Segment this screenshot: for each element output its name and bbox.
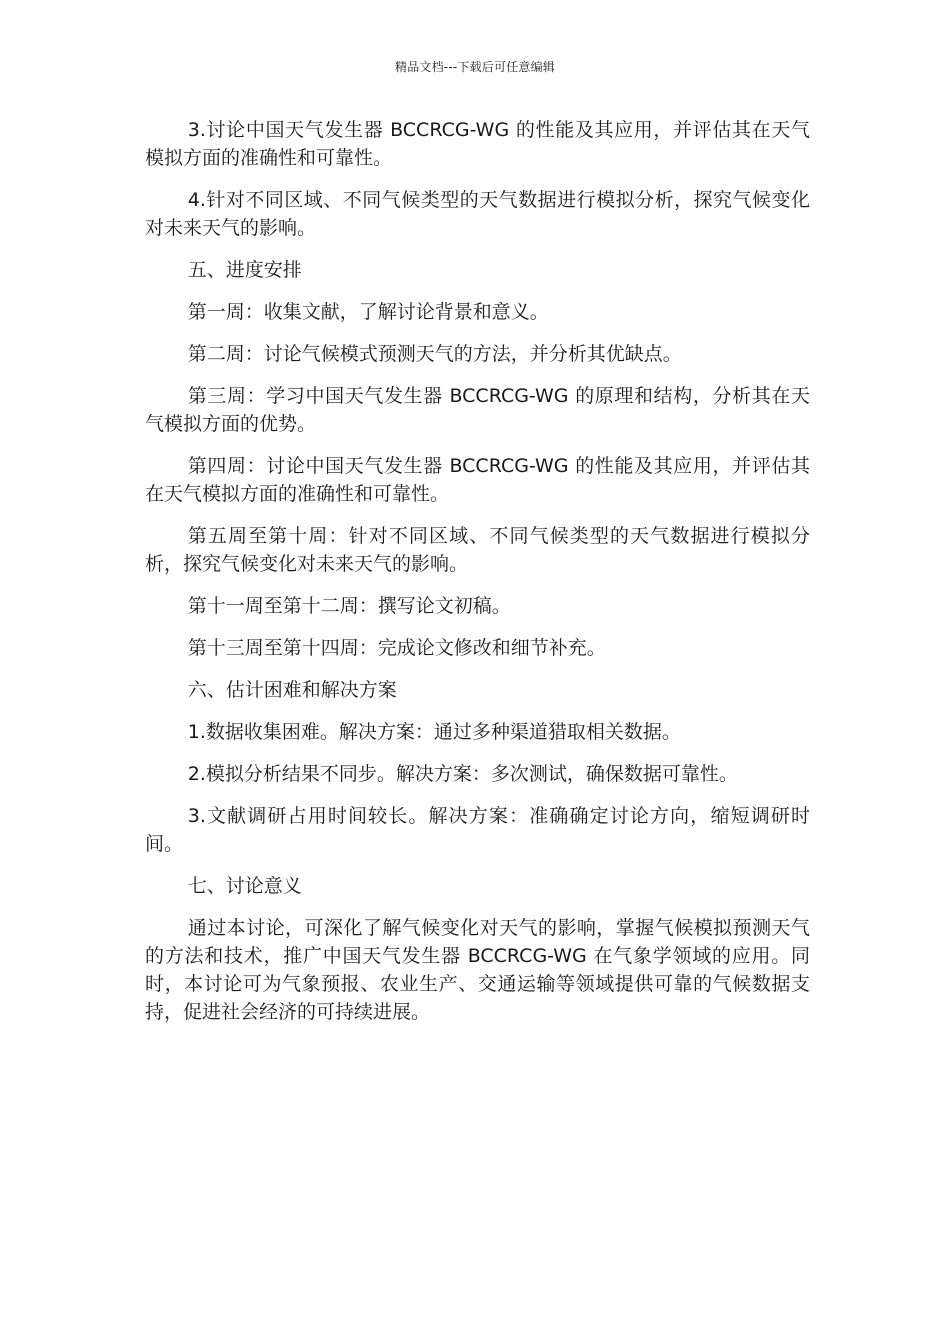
paragraph-objective-3: 3.讨论中国天气发生器 BCCRCG-WG 的性能及其应用，并评估其在天气模拟方面的准确性和可靠性。 bbox=[145, 119, 810, 169]
schedule-week-13-14: 第十三周至第十四周：完成论文修改和细节补充。 bbox=[187, 637, 606, 659]
paragraph-objective-4: 4.针对不同区域、不同气候类型的天气数据进行模拟分析，探究气候变化对未来天气的影响。 bbox=[145, 189, 810, 239]
difficulty-3: 3.文献调研占用时间较长。解决方案：准确确定讨论方向，缩短调研时间。 bbox=[145, 805, 810, 855]
schedule-week-2: 第二周：讨论气候模式预测天气的方法，并分析其优缺点。 bbox=[187, 343, 682, 365]
schedule-week-3: 第三周：学习中国天气发生器 BCCRCG-WG 的原理和结构，分析其在天气模拟方面的优势。 bbox=[145, 385, 810, 435]
schedule-week-5-10: 第五周至第十周：针对不同区域、不同气候类型的天气数据进行模拟分析，探究气候变化对未来天气的影响。 bbox=[145, 525, 810, 575]
paragraph-significance: 通过本讨论，可深化了解气候变化对天气的影响，掌握气候模拟预测天气的方法和技术，推广中国天气发生器 BCCRCG-WG 在气象学领域的应用。同时，本讨论可为气象预报、农业生产、交通运输等领域提供可靠的气候数据支持，促进社会经济的可持续进展。 bbox=[145, 917, 810, 1023]
section-heading-significance: 七、讨论意义 bbox=[187, 875, 302, 897]
difficulty-2: 2.模拟分析结果不同步。解决方案：多次测试，确保数据可靠性。 bbox=[187, 763, 738, 785]
document-body bbox=[145, 116, 810, 1040]
page-header: 精品文档---下载后可任意编辑 bbox=[395, 60, 555, 74]
difficulty-1: 1.数据收集困难。解决方案：通过多种渠道猎取相关数据。 bbox=[187, 721, 681, 743]
section-heading-difficulties: 六、估计困难和解决方案 bbox=[187, 679, 397, 701]
schedule-week-1: 第一周：收集文献，了解讨论背景和意义。 bbox=[187, 301, 549, 323]
section-heading-schedule: 五、进度安排 bbox=[187, 259, 302, 281]
schedule-week-4: 第四周：讨论中国天气发生器 BCCRCG-WG 的性能及其应用，并评估其在天气模拟方面的准确性和可靠性。 bbox=[145, 455, 810, 505]
schedule-week-11-12: 第十一周至第十二周：撰写论文初稿。 bbox=[187, 595, 511, 617]
